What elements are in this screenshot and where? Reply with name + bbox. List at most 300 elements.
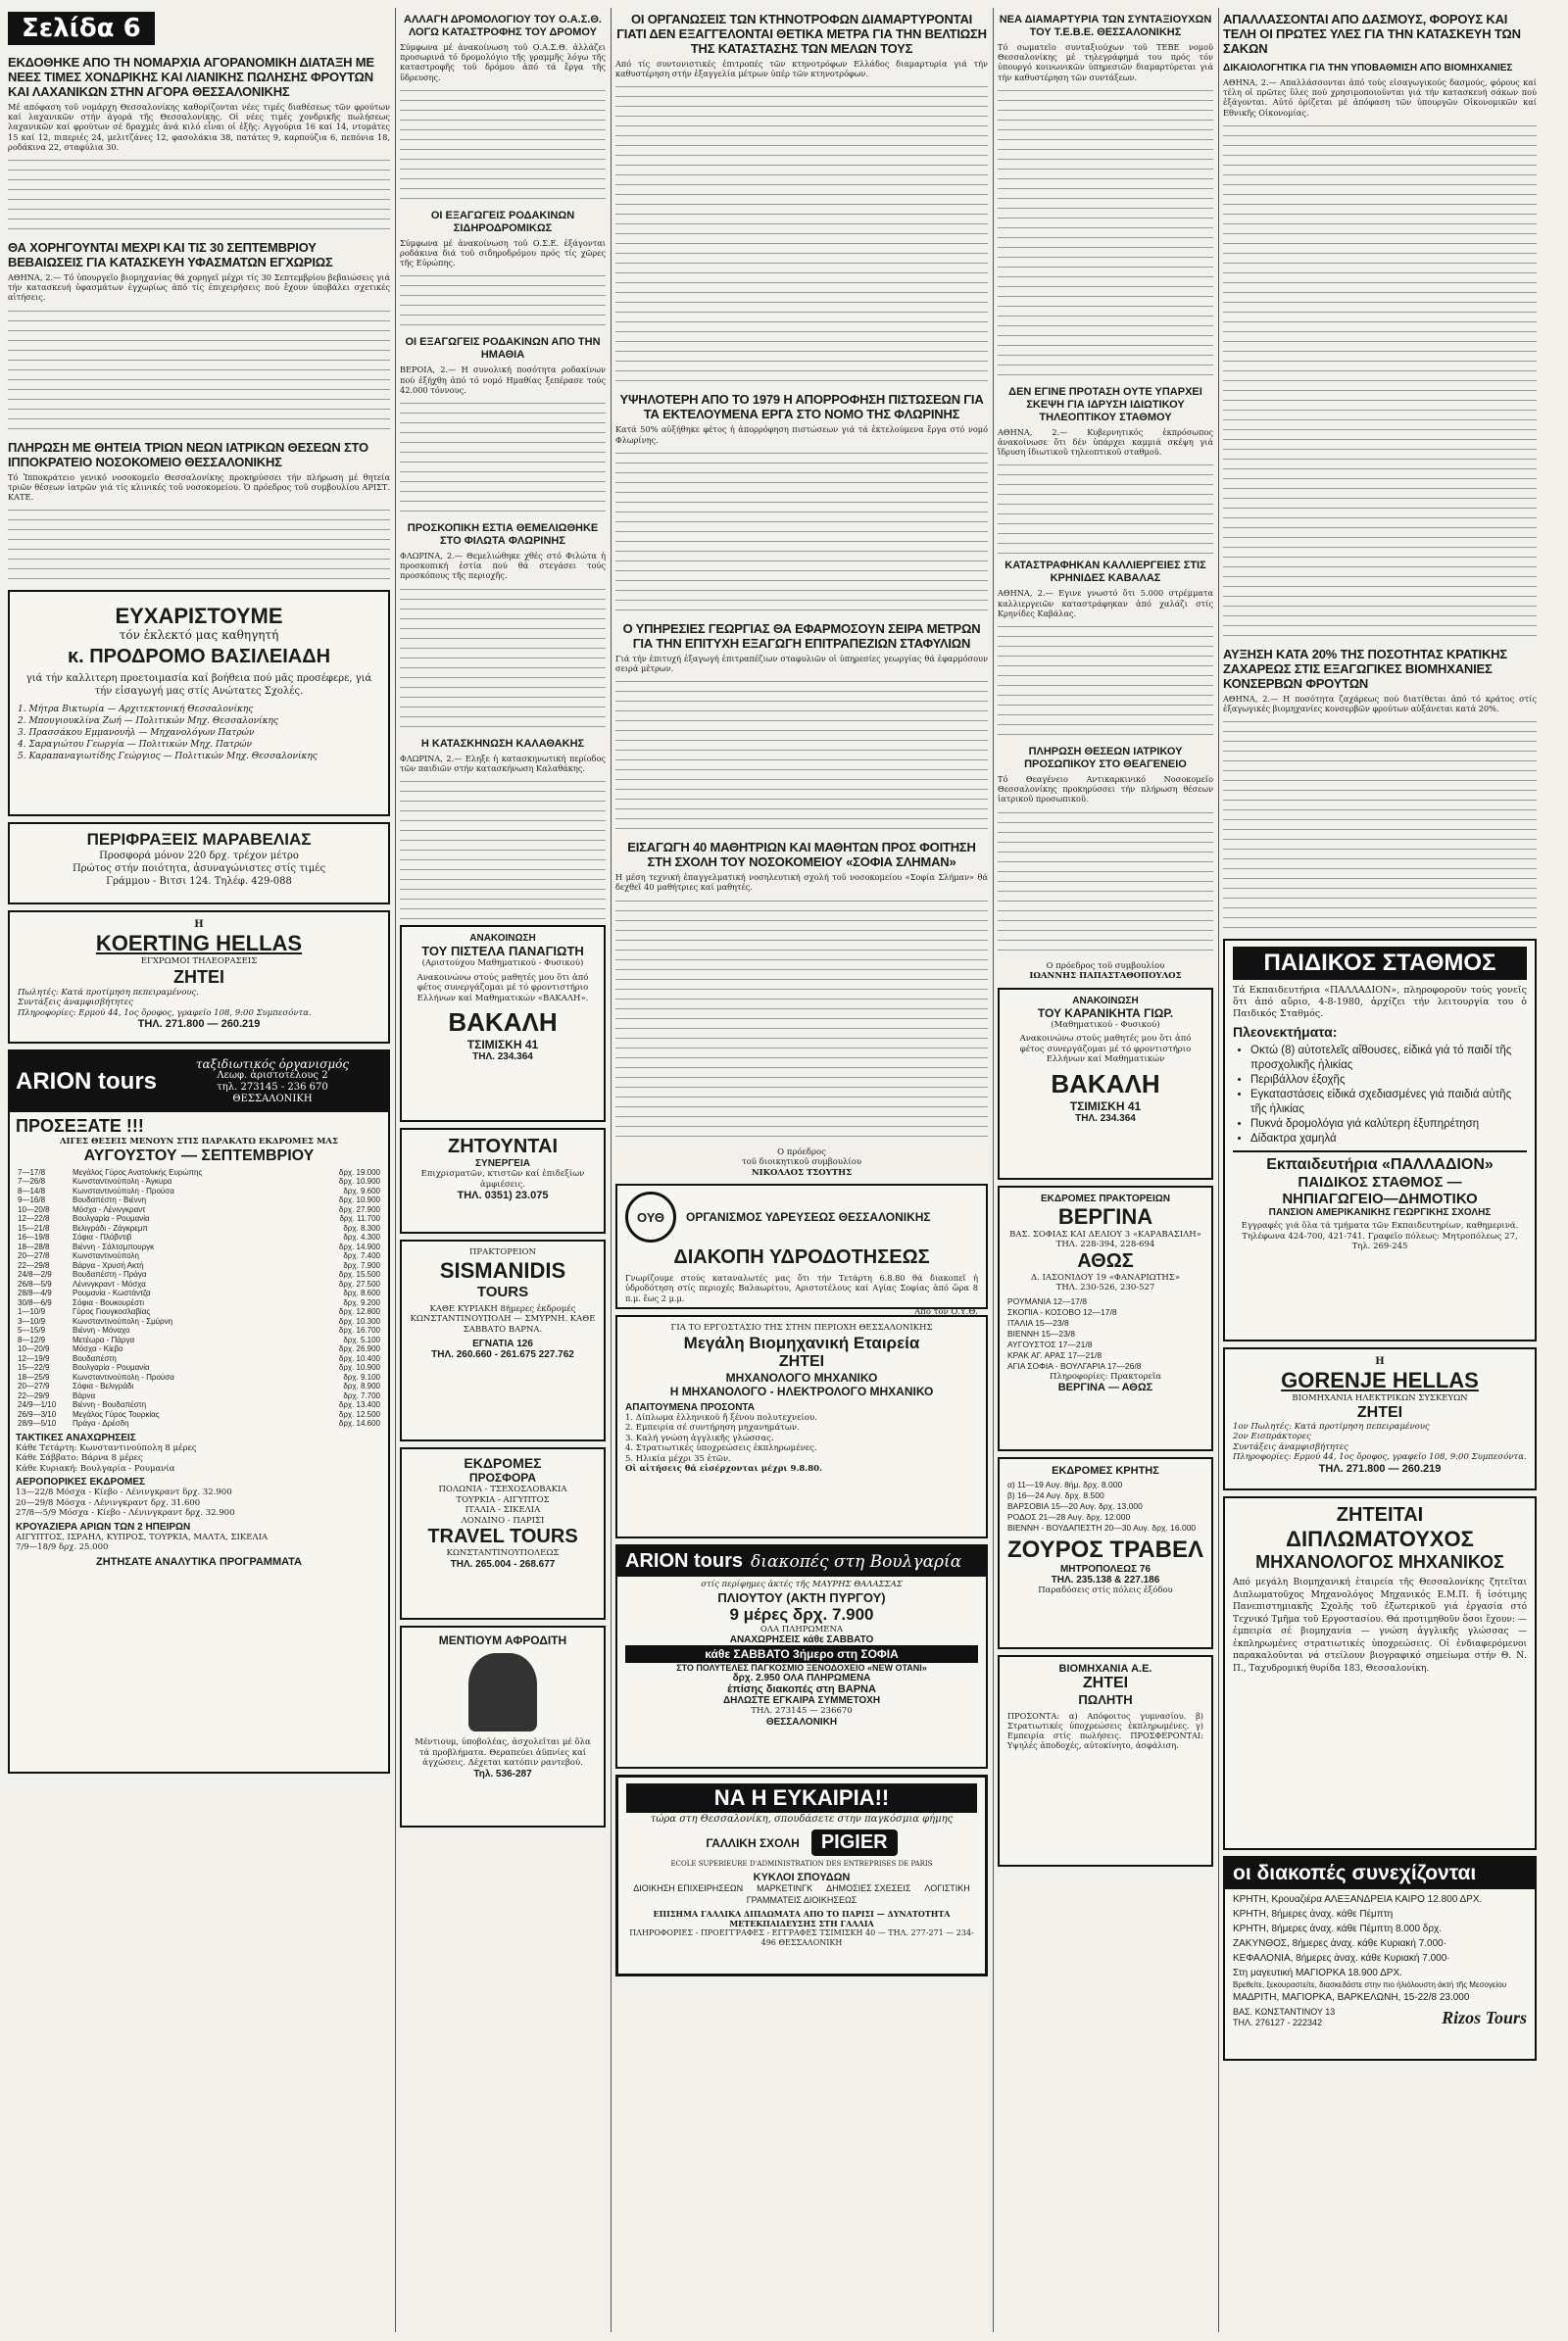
trip-item: ΒΙΕΝΝΗ - ΒΟΥΔΑΠΕΣΤΗ 20—30 Αυγ. δρχ. 16.000 bbox=[1007, 1522, 1197, 1533]
ad-sism-tel: ΤΗΛ. 260.660 - 261.675 227.762 bbox=[431, 1349, 574, 1361]
trip-price: δρχ. 10.300 bbox=[338, 1316, 380, 1326]
trip-route: Κωνσταντινούπολη - Σμύρνη bbox=[73, 1316, 173, 1326]
ad-industry-req-item: 1. Δίπλωμα ἑλληνικοῦ ἤ ξένου πολυτεχνείου. bbox=[625, 1412, 817, 1423]
ad-industry-seek: ΖΗΤΕΙ bbox=[778, 1352, 825, 1370]
holiday-item: ΚΡΗΤΗ, 8ήμερες ἀναχ. κάθε Πέμπτη 8.000 δρχ. bbox=[1233, 1924, 1443, 1935]
headline-sacks: ΑΠΑΛΛΑΣΣΟΝΤΑΙ ΑΠΟ ΔΑΣΜΟΥΣ, ΦΟΡΟΥΣ ΚΑΙ ΤΕΛΗ ΟΙ ΠΡΩΤΕΣ ΥΛΕΣ ΓΙΑ ΤΗΝ ΚΑΤΑΣΚΕΥΗ ΤΩΝ ΣΑΚΩΝ bbox=[1223, 12, 1521, 56]
trip-row bbox=[16, 1224, 382, 1234]
headline-theageneio: ΠΛΗΡΩΣΗ ΘΕΣΕΩΝ ΙΑΤΡΙΚΟΥ ΠΡΟΣΩΠΙΚΟΥ ΣΤΟ ΘΕΑΓΕΝΕΙΟ bbox=[1024, 746, 1187, 771]
signature-name: ΙΩΑΝΝΗΣ ΠΑΠΑΣΤΑΘΟΠΟΥΛΟΣ bbox=[1029, 971, 1182, 982]
ad-pigier-cycles: ΚΥΚΛΟΙ ΣΠΟΥΔΩΝ bbox=[753, 1872, 851, 1884]
ad-industry-pos: ΜΗΧΑΝΟΛΟΓΟ ΜΗΧΑΝΙΚΟ bbox=[725, 1370, 878, 1385]
ad-sism-sub: TOURS bbox=[476, 1283, 529, 1300]
headline-sugar: ΑΥΞΗΣΗ ΚΑΤΑ 20% ΤΗΣ ΠΟΣΟΤΗΤΑΣ ΚΡΑΤΙΚΗΣ ΖΑΧΑΡΕΩΣ ΣΤΙΣ ΕΞΑΓΩΓΙΚΕΣ ΒΙΟΜΗΧΑΝΙΕΣ ΚΟΝΣΕΡΒΩΝ ΦΡΟΥΤΩΝ bbox=[1223, 646, 1507, 691]
ad-industry-pos: Η ΜΗΧΑΝΟΛΟΓΟ - ΗΛΕΚΤΡΟΛΟΓΟ ΜΗΧΑΝΙΚΟ bbox=[669, 1384, 934, 1398]
headline-nursing-school: ΕΙΣΑΓΩΓΗ 40 ΜΑΘΗΤΡΙΩΝ ΚΑΙ ΜΑΘΗΤΩΝ ΠΡΟΣ ΦΟΙΤΗΣΗ ΣΤΗ ΣΧΟΛΗ ΤΟΥ ΝΟΣΟΚΟΜΕΙΟΥ «ΣΟΦΙΑ ΣΛΗΜΑΝ» bbox=[627, 840, 976, 870]
ad-vergina-addr: ΒΑΣ. ΣΟΦΙΑΣ ΚΑΙ ΔΕΛΙΟΥ 3 «ΚΑΡΑΒΑΣΙΛΗ» bbox=[1009, 1229, 1201, 1240]
ad-nursery-line: ΝΗΠΙΑΓΩΓΕΙΟ—ΔΗΜΟΤΙΚΟ bbox=[1282, 1191, 1478, 1208]
trip-route: Κωνσταντινούπολη - Προύσα bbox=[73, 1372, 174, 1382]
ad-zouros-tel: ΤΗΛ. 235.138 & 227.186 bbox=[1051, 1574, 1160, 1585]
article-text-block bbox=[8, 307, 390, 434]
ad-zouros-h: ΕΚΔΡΟΜΕΣ ΚΡΗΤΗΣ bbox=[1052, 1464, 1159, 1477]
ad-industry-req-item: 5. Ηλικία μέχρι 35 ἐτῶν. bbox=[625, 1453, 731, 1464]
ad-sismanidis bbox=[400, 1240, 606, 1441]
article-text-block bbox=[8, 506, 390, 584]
trips-table bbox=[16, 1168, 382, 1429]
article-text-block bbox=[998, 86, 1213, 380]
trip-price: δρχ. 10.400 bbox=[338, 1353, 380, 1363]
trip-route: Πράγα - Δρέσδη bbox=[73, 1419, 129, 1429]
headline-grapes: Ο ΥΠΗΡΕΣΙΕΣ ΓΕΩΡΓΙΑΣ ΘΑ ΕΦΑΡΜΟΣΟΥΝ ΣΕΙΡΑ ΜΕΤΡΩΝ ΓΙΑ ΤΗΝ ΕΠΙΤΥΧΗ ΕΞΑΓΩΓΗ ΕΠΙΤΡΑΠΕΖΙΩΝ ΣΤΑΦΥΛΙΩΝ bbox=[622, 620, 981, 651]
trip-row bbox=[16, 1307, 382, 1317]
trip-route: Βουλγαρία - Ρουμανία bbox=[73, 1214, 150, 1224]
trip-row bbox=[16, 1214, 382, 1224]
trip-price: δρχ. 4.300 bbox=[343, 1233, 380, 1243]
trip-row bbox=[16, 1382, 382, 1391]
ad-arion-header bbox=[10, 1051, 388, 1112]
ad-oyth-from: Από τόν Ο.Υ.Θ. bbox=[914, 1306, 978, 1317]
trip-route: Μετέωρα - Πάργα bbox=[73, 1335, 135, 1344]
ad-salesman bbox=[998, 1655, 1213, 1867]
advantages-list bbox=[1233, 1044, 1527, 1146]
student-item: 2. Μπουγιουκλίνα Ζωή — Πολιτικών Μηχ. Θεσσαλονίκης bbox=[18, 716, 278, 727]
article-hippokrateio: Τό Ἱπποκράτειο γενικό νοσοκομεῖο Θεσσαλονίκης προκηρύσσει τήν πλήρωση μέ θητεία τριῶν θέσεων ἰατρῶν γιά τίς κλινικές τοῦ νοσοκομείου. Ὁ πρόεδρος τοῦ συμβουλίου ΑΡΙΣΤ. ΚΑΤΕ. bbox=[8, 471, 390, 503]
trip-price: δρχ. 26.900 bbox=[338, 1344, 380, 1354]
ad-rizos-addr: ΒΑΣ. ΚΩΝΣΤΑΝΤΙΝΟΥ 13 bbox=[1233, 2007, 1336, 2018]
trip-dates: 30/8—6/9 bbox=[18, 1297, 52, 1307]
ad-travel-item: ΠΟΛΩΝΙΑ - ΤΣΕΧΟΣΛΟΒΑΚΙΑ bbox=[438, 1485, 567, 1495]
ad-arion-bulgaria bbox=[615, 1544, 988, 1769]
ad-oyth-title: ΔΙΑΚΟΠΗ ΥΔΡΟΔΟΤΗΣΕΩΣ bbox=[673, 1246, 930, 1269]
ad-arion2-line: ΑΝΑΧΩΡΗΣΕΙΣ κάθε ΣΑΒΒΑΤΟ bbox=[729, 1634, 874, 1646]
column-4 bbox=[998, 8, 1213, 2332]
ad-sism-body: ΚΑΘΕ ΚΥΡΙΑΚΗ 8ήμερες ἐκδρομές ΚΩΝΣΤΑΝΤΙΝΟΥΠΟΛΗ — ΣΜΥΡΝΗ. ΚΑΘΕ ΣΑΒΒΑΤΟ ΒΑΡΝΑ. bbox=[410, 1303, 596, 1335]
ad-medium-body: Μέντιουμ, ὑποβολέας, ἀσχολεῖται μέ ὅλα τά προβλήματα. Θεραπεύει ἀϋπνίες καί ἀγχώσεις. Δέχεται κατόπιν ραντεβού. bbox=[415, 1737, 591, 1769]
trip-route: Μεγάλος Γύρος Τουρκίας bbox=[73, 1409, 160, 1419]
ad-athos-brand: ΑΘΩΣ bbox=[1077, 1249, 1134, 1272]
ad-arion-foot: ΖΗΤΗΣΑΤΕ ΑΝΑΛΥΤΙΚΑ ΠΡΟΓΡΑΜΜΑΤΑ bbox=[95, 1555, 302, 1568]
ad-nursery-line: ΠΑΝΣΙΟΝ ΑΜΕΡΙΚΑΝΙΚΗΣ ΓΕΩΡΓΙΚΗΣ ΣΧΟΛΗΣ bbox=[1268, 1207, 1492, 1219]
article-peaches-rail: Σύμφωνα μέ ἀνακοίνωση τοῦ Ο.Σ.Ε. ἐξάγονται ροδάκινα διά τοῦ σιδηροδρόμου πρός τίς χῶρες τῆς Εὐρώπης. bbox=[400, 237, 606, 268]
signature-title: Ο πρόεδρος τοῦ συμβουλίου bbox=[1046, 960, 1165, 971]
ad-travel-addr: ΚΩΝΣΤΑΝΤΙΝΟΥΠΟΛΕΩΣ bbox=[446, 1548, 560, 1559]
trip-dates: 15—22/9 bbox=[18, 1363, 50, 1373]
ad-koerting-tel: ΤΗΛ. 271.800 — 260.219 bbox=[137, 1018, 261, 1031]
trip-route: Βάρνα - Χρυσή Ακτή bbox=[73, 1260, 144, 1270]
ad-maravelias-line: Προσφορά μόνον 220 δρχ. τρέχον μέτρο bbox=[99, 851, 299, 862]
ad-koerting-h: Η bbox=[194, 919, 204, 931]
student-list bbox=[18, 704, 380, 762]
article-sugar: ΑΘΗΝΑ, 2.— Η ποσότητα ζαχάρεως πού διατίθεται ἀπό τό κράτος στίς ἐξαγωγικές βιομηχανίες κονσερβῶν φρούτων αὐξάνεται κατά 20%. bbox=[1223, 693, 1537, 714]
trip-dates: 9—16/8 bbox=[18, 1195, 46, 1205]
ad-gorenje-brand: GORENJE HELLAS bbox=[1281, 1368, 1479, 1393]
article-text-block bbox=[400, 271, 606, 330]
page-number-label: Σελίδα 6 bbox=[8, 12, 155, 45]
ad-sism-brand: SISMANIDIS bbox=[439, 1257, 566, 1283]
ad-pigier-course: ΜΑΡΚΕΤΙΝΓΚ bbox=[757, 1883, 813, 1894]
trip-route: Μόσχα - Κίεβο bbox=[73, 1344, 123, 1354]
oyth-logo-icon: ΟΥΘ bbox=[625, 1192, 676, 1243]
ad-thanks-line: τόν ἐκλεκτό μας καθηγητή bbox=[119, 628, 279, 643]
trip-price: δρχ. 8.300 bbox=[343, 1223, 380, 1233]
headline-florina-works: ΥΨΗΛΟΤΕΡΗ ΑΠΟ ΤΟ 1979 Η ΑΠΟΡΡΟΦΗΣΗ ΠΙΣΤΩΣΕΩΝ ΓΙΑ ΤΑ ΕΚΤΕΛΟΥΜΕΝΑ ΕΡΓΑ ΣΤΟ ΝΟΜΟ ΤΗΣ ΦΛΩΡΙΝΗΣ bbox=[619, 392, 984, 422]
trip-row bbox=[16, 1363, 382, 1373]
trip-route: Βουδαπέστη bbox=[73, 1353, 117, 1363]
trip-item: ΒΙΕΝΝΗ 15—23/8 bbox=[1007, 1328, 1075, 1339]
headline-livestock: ΟΙ ΟΡΓΑΝΩΣΕΙΣ ΤΩΝ ΚΤΗΝΟΤΡΟΦΩΝ ΔΙΑΜΑΡΤΥΡΟΝΤΑΙ ΓΙΑΤΙ ΔΕΝ ΕΞΑΓΓΕΛΟΝΤΑΙ ΘΕΤΙΚΑ ΜΕΤΡΑ ΓΙΑ ΤΗΝ ΒΕΛΤΙΩΣΗ ΤΗΣ ΚΑΤΑΣΤΑΣΗΣ ΤΩΝ ΜΕΛΩΝ ΤΟΥΣ bbox=[616, 12, 987, 56]
signature-title: Ο πρόεδρος bbox=[777, 1146, 826, 1157]
ad-rizos-tours bbox=[1223, 1856, 1537, 2061]
ad-arion-logo: ARION tours bbox=[16, 1068, 157, 1096]
ad-gorenje-seek: ΖΗΤΕΙ bbox=[1356, 1403, 1403, 1421]
trip-route: Βιέννη - Μόναχο bbox=[73, 1326, 130, 1336]
article-tv-station: ΑΘΗΝΑ, 2.— Κυβερνητικός ἐκπρόσωπος ἀνακοίνωσε ὅτι δέν ὑπάρχει καμμιά σκέψη γιά ἵδρυση ἰδιωτικοῦ τηλεοπτικοῦ σταθμοῦ. bbox=[998, 426, 1213, 458]
ad-nursery-adv: Πλεονεκτήματα: bbox=[1233, 1024, 1338, 1041]
ad-pistelas-h: ΑΝΑΚΟΙΝΩΣΗ bbox=[469, 933, 536, 945]
ad-koerting-brand: KOERTING HELLAS bbox=[95, 931, 303, 956]
article-text-block bbox=[400, 399, 606, 516]
article-oasth: Σύμφωνα μέ ἀνακοίνωση τοῦ Ο.Α.Σ.Θ. ἀλλάζει προσωρινά τό δρομολόγιο τῆς γραμμῆς λόγω τῆς καταστροφῆς τοῦ δρόμου ἀπό τά ἔργα τῆς ὕδρευσης. bbox=[400, 42, 606, 82]
article-nursing-school: Η μέση τεχνική ἐπαγγελματική νοσηλευτική σχολή τοῦ νοσοκομείου «Σοφία Σλήμαν» θά δεχθεῖ 40 μαθήτριες καί μαθητές. bbox=[615, 872, 988, 893]
ad-arion-contact bbox=[163, 1058, 382, 1105]
trip-item: ΒΑΡΣΟΒΙΑ 15—20 Αυγ. δρχ. 13.000 bbox=[1007, 1500, 1143, 1511]
advantage-item: • Δίδακτρα χαμηλά bbox=[1250, 1132, 1527, 1146]
trip-dates: 28/9—5/10 bbox=[18, 1419, 57, 1429]
trip-price: δρχ. 27.900 bbox=[338, 1204, 380, 1214]
ad-arion-tours bbox=[8, 1049, 390, 1774]
holiday-item: ΚΕΦΑΛΟΝΙΑ, 8ήμερες ἀναχ. κάθε Κυριακή 7.000· bbox=[1233, 1953, 1450, 1965]
trip-dates: 5—15/9 bbox=[18, 1326, 46, 1336]
ad-karan-sub: (Μαθηματικού - Φυσικού) bbox=[1051, 1019, 1160, 1030]
column-rule bbox=[395, 8, 396, 2332]
article-tebe: Τό σωματεῖο συνταξιούχων τοῦ ΤΕΒΕ νομοῦ Θεσσαλονίκης μέ τηλεγράφημά του πρός τόν ὑπουργό κοινωνικῶν ὑπηρεσιῶν διαμαρτύρεται γιά τήν καθυστέρηση τῶν συντάξεων. bbox=[998, 42, 1213, 82]
ad-nursery-school: Εκπαιδευτήρια «ΠΑΛΛΑΔΙΟΝ» bbox=[1233, 1150, 1527, 1174]
ad-engineer-h: ΖΗΤΕΙΤΑΙ bbox=[1336, 1504, 1424, 1527]
ad-rizos-title: οι διακοπές συνεχίζονται bbox=[1225, 1858, 1535, 1889]
headline-oasth: ΑΛΛΑΓΗ ΔΡΟΜΟΛΟΓΙΟΥ ΤΟΥ Ο.Α.Σ.Θ. ΛΟΓΩ ΚΑΤΑΣΤΡΟΦΗΣ ΤΟΥ ΔΡΟΜΟΥ bbox=[404, 14, 602, 38]
ad-oyth-org: ΟΡΓΑΝΙΣΜΟΣ ΥΔΡΕΥΣΕΩΣ ΘΕΣΣΑΛΟΝΙΚΗΣ bbox=[686, 1210, 931, 1225]
trip-dates: 8—12/9 bbox=[18, 1335, 46, 1344]
ad-vergina-note: Πληροφορίες: Πρακτορεῖα bbox=[1050, 1371, 1161, 1382]
article-text-block bbox=[998, 808, 1213, 955]
advantage-item: • Πυκνά δρομολόγια γιά καλύτερη ἐξυπηρέτηση bbox=[1250, 1117, 1527, 1132]
ad-crews-tel: ΤΗΛ. 0351) 23.075 bbox=[457, 1190, 549, 1202]
trip-price: δρχ. 5.100 bbox=[343, 1335, 380, 1344]
ad-karanikitas bbox=[998, 988, 1213, 1180]
ad-arion-air: ΑΕΡΟΠΟΡΙΚΕΣ ΕΚΔΡΟΜΕΣ bbox=[16, 1477, 145, 1488]
ad-crews-h: ΖΗΤΟΥΝΤΑΙ bbox=[447, 1136, 559, 1158]
trip-row bbox=[16, 1195, 382, 1205]
trip-route: Βιέννη - Βουδαπέστη bbox=[73, 1400, 147, 1410]
trip-row bbox=[16, 1344, 382, 1354]
trip-row bbox=[16, 1205, 382, 1215]
trip-item: ΡΟΔΟΣ 21—28 Αυγ. δρχ. 12.000 bbox=[1007, 1511, 1131, 1522]
article-text-block bbox=[998, 461, 1213, 554]
trip-row bbox=[16, 1400, 382, 1410]
trip-row bbox=[16, 1251, 382, 1261]
trip-dates: 12—19/9 bbox=[18, 1353, 50, 1363]
ad-arion-cruise-item: 7/9—18/9 δρχ. 25.000 bbox=[16, 1542, 109, 1553]
trip-row bbox=[16, 1336, 382, 1345]
trip-dates: 22—29/9 bbox=[18, 1390, 50, 1400]
article-peaches-imathia: ΒΕΡΟΙΑ, 2.— Η συνολική ποσότητα ροδακίνων πού ἐξήχθη ἀπό τό νομό Ημαθίας ξεπέρασε τούς 42.000 τόννους. bbox=[400, 365, 606, 395]
trip-dates: 7—17/8 bbox=[18, 1167, 46, 1177]
ad-arion-air-item: 13—22/8 Μόσχα - Κίεβο - Λένινγκραντ δρχ. 32.900 bbox=[16, 1488, 232, 1498]
trip-route: Σόφια - Βελιγράδι bbox=[73, 1382, 134, 1391]
headline-tv-station: ΔΕΝ ΕΓΙΝΕ ΠΡΟΤΑΣΗ ΟΥΤΕ ΥΠΑΡΧΕΙ ΣΚΕΨΗ ΓΙΑ ΙΔΡΥΣΗ ΙΔΙΩΤΙΚΟΥ ΤΗΛΕΟΠΤΙΚΟΥ ΣΤΑΘΜΟΥ bbox=[1008, 385, 1202, 423]
ad-arion-tact-item: Κάθε Τετάρτη: Κωνσταντινούπολη 8 μέρες bbox=[16, 1442, 197, 1453]
trip-row bbox=[16, 1317, 382, 1327]
article-text-block bbox=[615, 82, 988, 386]
trip-row bbox=[16, 1187, 382, 1196]
trip-dates: 20—27/8 bbox=[18, 1251, 50, 1261]
article-text-block bbox=[8, 156, 390, 234]
ad-crews-body: Επιχρισματῶν, κτιστῶν καί ἐπιδεξίων ἀμφιέσεις. bbox=[420, 1169, 585, 1190]
ad-travel-item: ΤΟΥΡΚΙΑ - ΑΙΓΥΠΤΟΣ bbox=[456, 1494, 550, 1505]
ad-arion2-line: δρχ. 2.950 ΟΛΑ ΠΛΗΡΩΜΕΝΑ bbox=[732, 1673, 871, 1684]
subheadline-sacks: ΔΙΚΑΙΟΛΟΓΗΤΙΚΑ ΓΙΑ ΤΗΝ ΥΠΟΒΑΘΜΙΣΗ ΑΠΟ ΒΙΟΜΗΧΑΝΙΕΣ bbox=[1223, 63, 1513, 73]
headline-krinides: ΚΑΤΑΣΤΡΑΦΗΚΑΝ ΚΑΛΛΙΕΡΓΕΙΕΣ ΣΤΙΣ ΚΡΗΝΙΔΕΣ ΚΑΒΑΛΑΣ bbox=[1004, 560, 1206, 585]
ad-pigier-course: ΔΗΜΟΣΙΕΣ ΣΧΕΣΕΙΣ bbox=[826, 1883, 911, 1894]
trip-row bbox=[16, 1354, 382, 1364]
ad-gorenje-line: 1ον Πωλητές: Κατά προτίμηση πεπειραμένους bbox=[1233, 1421, 1430, 1432]
ad-pigier-course: ΔΙΟΙΚΗΣΗ ΕΠΙΧΕΙΡΗΣΕΩΝ bbox=[633, 1883, 744, 1894]
ad-thanks-teacher bbox=[8, 590, 390, 816]
ad-nursery-intro: Τά Εκπαιδευτήρια «ΠΑΛΛΑΔΙΟΝ», πληροφοροῦν τούς γονεῖς ὅτι ἀπό αὔριο, 4-8-1980, ἀρχίζει τήν λειτουργία του ὁ Παιδικός Σταθμός. bbox=[1233, 985, 1527, 1020]
column-3 bbox=[615, 8, 988, 2332]
trip-route: Βάρνα bbox=[73, 1390, 96, 1400]
headline-scout-hall: ΠΡΟΣΚΟΠΙΚΗ ΕΣΤΙΑ ΘΕΜΕΛΙΩΘΗΚΕ ΣΤΟ ΦΙΛΩΤΑ ΦΛΩΡΙΝΗΣ bbox=[407, 522, 599, 548]
trip-row bbox=[16, 1280, 382, 1290]
trip-price: δρχ. 10.900 bbox=[338, 1177, 380, 1187]
advantage-item: • Περιβάλλον ἐξοχῆς bbox=[1250, 1073, 1527, 1088]
column-2 bbox=[400, 8, 606, 2332]
ad-koerting-line: Πωλητές: Κατά προτίμηση πεπειραμένους. bbox=[18, 987, 199, 998]
ad-travel-item: ΙΤΑΛΙΑ - ΣΙΚΕΛΙΑ bbox=[465, 1505, 541, 1516]
article-krinides: ΑΘΗΝΑ, 2.— Εγινε γνωστό ὅτι 5.000 στρέμματα καλλιεργειῶν καταστράφηκαν ἀπό χαλάζι στίς Κρηνίδες Καβάλας. bbox=[998, 588, 1213, 618]
trip-price: δρχ. 9.200 bbox=[343, 1297, 380, 1307]
trip-price: δρχ. 7.400 bbox=[343, 1251, 380, 1261]
ad-industry-req-item: 4. Στρατιωτικές ὑποχρεώσεις ἐκπληρωμένες. bbox=[625, 1443, 817, 1454]
article-text-block bbox=[1223, 122, 1537, 641]
ad-zouros-note: Παραδόσεις στίς πόλεις ἐξόδου bbox=[1038, 1585, 1173, 1595]
trip-price: δρχ. 7.900 bbox=[343, 1260, 380, 1270]
article-text-block bbox=[400, 86, 606, 204]
trip-dates: 8—14/8 bbox=[18, 1186, 46, 1195]
trip-dates: 7—26/8 bbox=[18, 1177, 46, 1187]
trip-row bbox=[16, 1373, 382, 1383]
trip-item: β) 16—24 Αυγ. δρχ. 8.500 bbox=[1007, 1489, 1104, 1500]
ad-arion2-tel: ΤΗΛ. 273145 — 236670 bbox=[751, 1706, 853, 1717]
trip-route: Βελιγράδι - Ζάγκρεμπ bbox=[73, 1223, 148, 1233]
trip-route: Σόφια - Πλόβντιβ bbox=[73, 1233, 132, 1243]
trip-dates: 28/8—4/9 bbox=[18, 1289, 52, 1298]
article-text-block bbox=[615, 449, 988, 615]
ad-karan-tel: ΤΗΛ. 234.364 bbox=[1075, 1112, 1136, 1124]
ad-arion2-days: 9 μέρες bbox=[729, 1604, 789, 1624]
headline-produce-prices: ΕΚΔΟΘΗΚΕ ΑΠΟ ΤΗ ΝΟΜΑΡΧΙΑ ΑΓΟΡΑΝΟΜΙΚΗ ΔΙΑΤΑΞΗ ΜΕ ΝΕΕΣ ΤΙΜΕΣ ΧΟΝΔΡΙΚΗΣ ΚΑΙ ΛΙΑΝΙΚΗΣ ΠΩΛΗΣΗΣ ΦΡΟΥΤΩΝ ΚΑΙ ΛΑΧΑΝΙΚΩΝ ΣΤΗΝ ΑΓΟΡΑ ΘΕΣΣΑΛΟΝΙΚΗΣ bbox=[8, 55, 374, 99]
ad-engineer-t1: ΔΙΠΛΩΜΑΤΟΥΧΟΣ bbox=[1286, 1527, 1474, 1552]
ad-arion-tag: ταξιδιωτικός ὀργανισμός bbox=[195, 1057, 350, 1072]
ad-pigier bbox=[615, 1775, 988, 1976]
ad-maravelias bbox=[8, 822, 390, 904]
trip-route: Μεγάλος Γύρος Ανατολικής Ευρώπης bbox=[73, 1167, 203, 1177]
trip-route: Σόφια - Βουκουρέστι bbox=[73, 1297, 144, 1307]
ad-zouros-brand: ΖΟΥΡΟΣ ΤΡΑΒΕΛ bbox=[1007, 1536, 1203, 1563]
ad-arion2-city: ΘΕΣΣΑΛΟΝΙΚΗ bbox=[765, 1716, 838, 1728]
ad-industry-req: ΑΠΑΙΤΟΥΜΕΝΑ ΠΡΟΣΟΝΤΑ bbox=[625, 1401, 756, 1413]
trip-row bbox=[16, 1419, 382, 1429]
trip-dates: 20—27/9 bbox=[18, 1382, 50, 1391]
ad-koerting-line: Πληροφορίες: Ερμού 44, 1ος ὄροφος, γραφεῖο 108, 9:00 Συμπεσόντα. bbox=[18, 1007, 312, 1018]
ad-pistelas-sub: (Αριστούχου Μαθηματικού - Φυσικού) bbox=[421, 958, 584, 969]
ad-vergina-tel: ΤΗΛ. 228-394, 228-694 bbox=[1055, 1240, 1155, 1250]
trip-price: δρχ. 10.900 bbox=[338, 1195, 380, 1205]
ad-arion-tact: ΤΑΚΤΙΚΕΣ ΑΝΑΧΩΡΗΣΕΙΣ bbox=[16, 1432, 136, 1443]
headline-hippokrateio: ΠΛΗΡΩΣΗ ΜΕ ΘΗΤΕΙΑ ΤΡΙΩΝ ΝΕΩΝ ΙΑΤΡΙΚΩΝ ΘΕΣΕΩΝ ΣΤΟ ΙΠΠΟΚΡΑΤΕΙΟ ΝΟΣΟΚΟΜΕΙΟ ΘΕΣΣΑΛΟΝΙΚΗΣ bbox=[8, 439, 368, 469]
ad-sales-seek: ΖΗΤΕΙ bbox=[1082, 1674, 1129, 1691]
pigier-logo: PIGIER bbox=[811, 1829, 898, 1856]
ad-medium-h: ΜΕΝΤΙΟΥΜ ΑΦΡΟΔΙΤΗ bbox=[438, 1634, 567, 1648]
ad-koerting-line: Συντάξεις ἀναμφισβήτητες bbox=[18, 998, 133, 1008]
ad-arion2-line: ΔΗΛΩΣΤΕ ΕΓΚΑΙΡΑ ΣΥΜΜΕΤΟΧΗ bbox=[722, 1695, 881, 1707]
trip-price: δρχ. 15.500 bbox=[338, 1270, 380, 1280]
ad-thanks-title: ΕΥΧΑΡΙΣΤΟΥΜΕ bbox=[115, 604, 283, 629]
trip-price: δρχ. 14.900 bbox=[338, 1242, 380, 1251]
ad-crews-sub: ΣΥΝΕΡΓΕΙΑ bbox=[475, 1158, 530, 1170]
article-camp: ΦΛΩΡΙΝΑ, 2.— Εληξε ἡ κατασκηνωτική περίοδος τῶν παιδιῶν στήν κατασκήνωση Καλαθάκης. bbox=[400, 753, 606, 773]
ad-nursery-foot: Εγγραφές γιά ὅλα τά τμήματα τῶν Εκπαιδευτηρίων, καθημερινά. Τηλέφωνα 424-700, 421-741. Γραφεῖο πόλεως: Μητροπόλεως 27, Τηλ. 269-245 bbox=[1241, 1221, 1519, 1252]
ad-medium bbox=[400, 1626, 606, 1828]
student-item: 1. Μήτρα Βικτωρία — Αρχιτεκτονική Θεσσαλονίκης bbox=[18, 705, 254, 715]
ad-pigier-line: τώρα στη Θεσσαλονίκη, σπουδάσετε στην παγκόσμια φήμης bbox=[650, 1814, 954, 1826]
ad-industry-engineer bbox=[615, 1315, 988, 1538]
ad-mechanical-engineer bbox=[1223, 1496, 1537, 1850]
ad-gorenje-h: Η bbox=[1375, 1356, 1385, 1368]
ad-arion-tel: τηλ. 273145 - 236 670 bbox=[217, 1082, 328, 1094]
ad-gorenje-tel: ΤΗΛ. 271.800 — 260.219 bbox=[1318, 1462, 1442, 1475]
ad-pigier-title: ΝΑ Η ΕΥΚΑΙΡΙΑ!! bbox=[626, 1783, 977, 1813]
trip-row bbox=[16, 1289, 382, 1298]
trip-price: δρχ. 12.800 bbox=[338, 1307, 380, 1317]
ad-industry-pre: ΓΙΑ ΤΟ ΕΡΓΟΣΤΑΣΙΟ ΤΗΣ ΣΤΗΝ ΠΕΡΙΟΧΗ ΘΕΣΣΑΛΟΝΙΚΗΣ bbox=[670, 1323, 933, 1334]
ad-pistelas-big: ΒΑΚΑΛΗ bbox=[448, 1007, 558, 1038]
ad-travel-h: ΕΚΔΡΟΜΕΣ bbox=[464, 1455, 542, 1472]
trip-price: δρχ. 19.000 bbox=[338, 1167, 380, 1177]
ad-sales-body: ΠΡΟΣΟΝΤΑ: α) Απόφοιτος γυμνασίου. β) Στρατιωτικές ὑποχρεώσεις ἐκπληρωμένες. γ) Εμπειρία στίς πωλήσεις. ΠΡΟΣΦΕΡΟΝΤΑΙ: Υψηλές ἀποδοχές, αὐτοκίνητο, ἀσφάλιση. bbox=[1007, 1710, 1203, 1751]
trip-route: Κωνσταντινούπολη bbox=[73, 1251, 140, 1261]
rizos-tours-logo: Rizos Tours bbox=[1442, 2007, 1527, 2027]
ad-thanks-name: κ. ΠΡΟΔΡΟΜΟ ΒΑΣΙΛΕΙΑΔΗ bbox=[67, 646, 331, 668]
headline-tebe: ΝΕΑ ΔΙΑΜΑΡΤΥΡΙΑ ΤΩΝ ΣΥΝΤΑΞΙΟΥΧΩΝ ΤΟΥ Τ.Ε.Β.Ε. ΘΕΣΣΑΛΟΝΙΚΗΣ bbox=[999, 14, 1212, 38]
trip-row bbox=[16, 1233, 382, 1243]
portrait-photo bbox=[468, 1653, 537, 1731]
ad-thanks-body: γιά τήν καλλιτερη προετοιμασία καί βοήθεια πού μᾶς προσέφερε, γιά τήν εἰσαγωγή μας στίς Ανώτατες Σχολές. bbox=[25, 673, 372, 698]
ad-athos-tel: ΤΗΛ. 230-526, 230-527 bbox=[1055, 1283, 1155, 1293]
trip-dates: 12—22/8 bbox=[18, 1214, 50, 1224]
article-text-block bbox=[400, 585, 606, 732]
ad-pigier-sub: ECOLE SUPERIEURE D'ADMINISTRATION DES ENTREPRISES DE PARIS bbox=[670, 1860, 933, 1869]
ad-gorenje bbox=[1223, 1347, 1537, 1490]
ad-koerting bbox=[8, 910, 390, 1044]
trip-dates: 10—20/8 bbox=[18, 1204, 50, 1214]
trip-dates: 1—10/9 bbox=[18, 1307, 46, 1317]
ad-arion2-line: ΠΛΙΟΥΤΟΥ (ΑΚΤΗ ΠΥΡΓΟΥ) bbox=[717, 1589, 886, 1605]
trip-route: Λένινγκραντ - Μόσχα bbox=[73, 1279, 146, 1289]
ad-karan-body: Ανακοινώνω στούς μαθητές μου ὅτι ἀπό φέτος συνεργάζομαι μέ τό φροντιστήριο Ελλήνων καί Μαθηματικών bbox=[1019, 1034, 1192, 1065]
ad-engineer-t2: ΜΗΧΑΝΟΛΟΓΟΣ ΜΗΧΑΝΙΚΟΣ bbox=[1255, 1552, 1504, 1573]
trip-dates: 26/9—3/10 bbox=[18, 1409, 57, 1419]
trip-route: Μόσχα - Λένινγκραντ bbox=[73, 1204, 146, 1214]
ad-arion2-logo: ARION tours bbox=[625, 1550, 743, 1573]
trip-dates: 15—21/8 bbox=[18, 1223, 50, 1233]
advantage-item: • Εγκαταστάσεις εἰδικά σχεδιασμένες γιά παιδιά αὐτῆς τῆς ἡλικίας bbox=[1250, 1088, 1527, 1117]
ad-oyth-body: Γνωρίζουμε στούς καταναλωτές μας ὅτι τήν Τετάρτη 6.8.80 θά διακοπεῖ ἡ ὑδροδότηση στίς περιοχές Βαλαωρίτου, Αριστοτέλους καί Αγίας Σοφίας ἀπό ὥρα 8 π.μ. ἕως 2 μ.μ. bbox=[625, 1273, 978, 1303]
article-text-block bbox=[998, 622, 1213, 740]
ad-arion2-line: στίς περίφημες ἀκτές τῆς ΜΑΥΡΗΣ ΘΑΛΑΣΣΑΣ bbox=[701, 1580, 903, 1590]
ad-athos-addr: Δ. ΙΑΣΟΝΙΔΟΥ 19 «ΦΑΝΑΡΙΩΤΗΣ» bbox=[1030, 1272, 1181, 1283]
trip-route: Βουλγαρία - Ρουμανία bbox=[73, 1363, 150, 1373]
advantage-item: • Οκτώ (8) αὐτοτελεῖς αἴθουσες, εἰδικά γιά τό παιδί τῆς προσχολικῆς ἡλικίας bbox=[1250, 1044, 1527, 1073]
ad-gorenje-line: Συντάξεις ἀναμφισβήτητες bbox=[1233, 1441, 1348, 1452]
trip-dates: 3—10/9 bbox=[18, 1316, 46, 1326]
trip-item: ΑΓΙΑ ΣΟΦΙΑ - ΒΟΥΛΓΑΡΙΑ 17—26/8 bbox=[1007, 1360, 1142, 1371]
trip-route: Βιέννη - Σάλτσμπουργκ bbox=[73, 1242, 155, 1251]
column-rule bbox=[1218, 8, 1219, 2332]
trip-route: Κωνσταντινούπολη - Προύσα bbox=[73, 1186, 174, 1195]
article-textile-certificates: ΑΘΗΝΑ, 2.— Τό ὑπουργεῖο βιομηχανίας θά χορηγεῖ μέχρι τίς 30 Σεπτεμβρίου βεβαιώσεις γιά τήν κατασκευή ὑφασμάτων ἐγχωρίως ἀπό τίς ἐπιχειρήσεις πού ἔχουν ὑποβάλει σχετικές αἰτήσεις. bbox=[8, 272, 390, 303]
trip-dates: 26/8—5/9 bbox=[18, 1279, 52, 1289]
student-item: 3. Πρασσάκου Εμμανουήλ — Μηχανολόγων Πατρών bbox=[18, 728, 255, 739]
headline-peaches-imathia: ΟΙ ΕΞΑΓΩΓΕΙΣ ΡΟΔΑΚΙΝΩΝ ΑΠΟ ΤΗΝ ΗΜΑΘΙΑ bbox=[405, 336, 601, 362]
ad-karan-addr: ΤΣΙΜΙΣΚΗ 41 bbox=[1069, 1098, 1142, 1113]
ad-pigier-info: ΠΛΗΡΟΦΟΡΙΕΣ - ΠΡΟΕΓΓΡΑΦΕΣ - ΕΓΓΡΑΦΕΣ ΤΣΙΜΙΣΚΗ 40 — ΤΗΛ. 277-271 — 234-496 ΘΕΣΣΑΛΟΝΙΚΗ bbox=[629, 1928, 974, 1948]
column-5 bbox=[1223, 8, 1537, 2332]
student-item: 5. Καραπαναγιωτίδης Γεώργιος — Πολιτικών Μηχ. Θεσσαλονίκης bbox=[18, 752, 318, 762]
ad-arion-cruise-item: ΑΙΓΥΠΤΟΣ, ΙΣΡΑΗΛ, ΚΥΠΡΟΣ, ΤΟΥΡΚΙΑ, ΜΑΛΤΑ, ΣΙΚΕΛΙΑ bbox=[16, 1532, 269, 1542]
article-text-block bbox=[615, 677, 988, 834]
ad-pistelas-body: Ανακοινώνω στούς μαθητές μου ὅτι ἀπό φέτος συνεργάζομαι μέ τό φροντιστήριο Ελλήνων καί Μαθηματικών «ΒΑΚΑΛΗ». bbox=[416, 972, 589, 1003]
newspaper-page bbox=[8, 8, 1537, 2332]
trip-item: ΡΟΥΜΑΝΙΑ 12—17/8 bbox=[1007, 1295, 1087, 1306]
ad-karan-name: ΤΟΥ ΚΑΡΑΝΙΚΗΤΑ ΓΙΩΡ. bbox=[1037, 1005, 1174, 1020]
ad-arion-air-item: 27/8—5/9 Μόσχα - Κίεβο - Λένινγκραντ δρχ. 32.900 bbox=[16, 1508, 235, 1519]
ad-zouros-addr: ΜΗΤΡΟΠΟΛΕΩΣ 76 bbox=[1059, 1563, 1152, 1575]
trip-item: ΑΥΓΟΥΣΤΟΣ 17—21/8 bbox=[1007, 1339, 1093, 1349]
ad-pigier-course: ΛΟΓΙΣΤΙΚΗ bbox=[924, 1883, 970, 1894]
ad-arion-tact-item: Κάθε Κυριακή: Βουλγαρία - Ρουμανία bbox=[16, 1463, 175, 1474]
trip-item: ΙΤΑΛΙΑ 15—23/8 bbox=[1007, 1317, 1069, 1328]
ad-crews bbox=[400, 1128, 606, 1234]
trip-row bbox=[16, 1270, 382, 1280]
trip-row bbox=[16, 1326, 382, 1336]
holiday-item: Βρεθείτε, ξεκουραστείτε, διασκεδάστε στην πιο ἡλιόλουστη ἀκτή τῆς Μεσογείου bbox=[1233, 1980, 1507, 1990]
trip-row bbox=[16, 1168, 382, 1178]
ad-arion2-head: διακοπές στη Βουλγαρία bbox=[751, 1551, 962, 1572]
holiday-item: Στη μαγευτική ΜΑΓΙΟΡΚΑ 18.900 ΔΡΧ. bbox=[1233, 1968, 1402, 1979]
ad-nursery-line: ΠΑΙΔΙΚΟΣ ΣΤΑΘΜΟΣ — bbox=[1298, 1174, 1462, 1192]
holiday-item: ΖΑΚΥΝΘΟΣ, 8ήμερες ἀναχ. κάθε Κυριακή 7.000· bbox=[1233, 1938, 1447, 1950]
trip-dates: 18—25/9 bbox=[18, 1372, 50, 1382]
ad-koerting-seek: ΖΗΤΕΙ bbox=[173, 966, 224, 987]
ad-industry-req-item: 3. Καλή γνώση ἀγγλικῆς γλώσσας. bbox=[625, 1433, 774, 1443]
trip-row bbox=[16, 1298, 382, 1308]
trip-price: δρχ. 9.100 bbox=[343, 1372, 380, 1382]
headline-textile-certificates: ΘΑ ΧΟΡΗΓΟΥΝΤΑΙ ΜΕΧΡΙ ΚΑΙ ΤΙΣ 30 ΣΕΠΤΕΜΒΡΙΟΥ ΒΕΒΑΙΩΣΕΙΣ ΓΙΑ ΚΑΤΑΣΚΕΥΗ ΥΦΑΣΜΑΤΩΝ ΕΓΧΩΡΙΩΣ bbox=[8, 240, 333, 270]
ad-arion-promo: ΠΡΟΣΕΞΑΤΕ !!! bbox=[16, 1116, 144, 1137]
ad-pistelas-name: ΤΟΥ ΠΙΣΤΕΛΑ ΠΑΝΑΓΙΩΤΗ bbox=[421, 944, 584, 959]
column-rule bbox=[611, 8, 612, 2332]
